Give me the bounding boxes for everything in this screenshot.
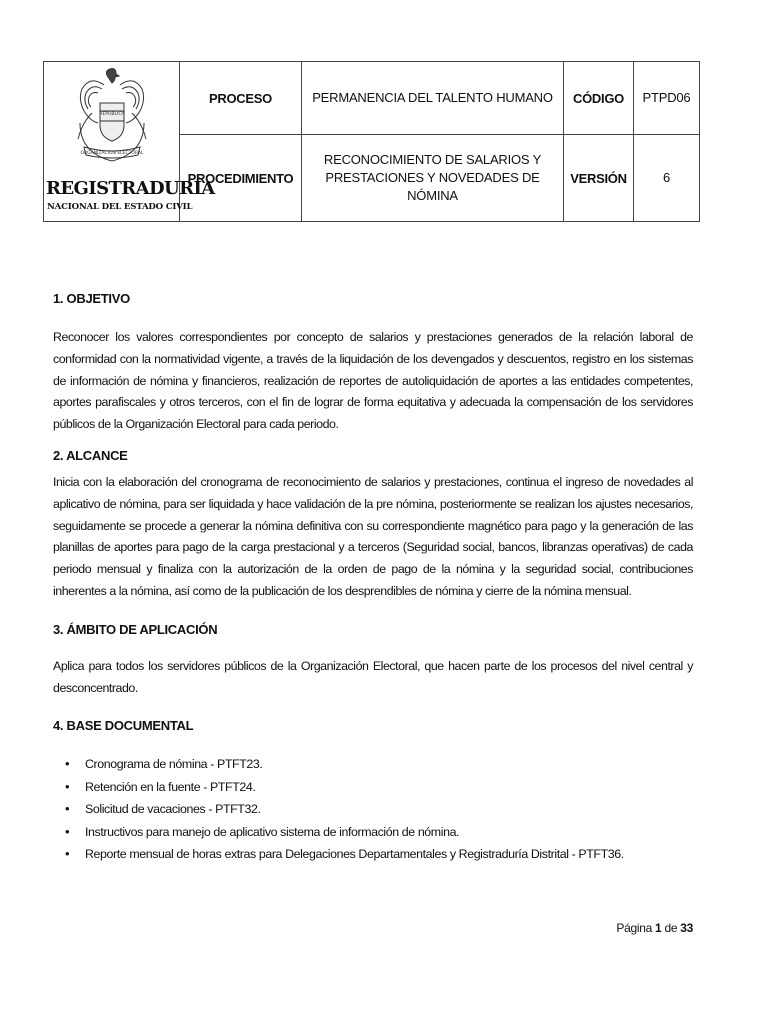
base-documental-list <box>53 753 693 866</box>
of-word: de <box>664 921 678 935</box>
svg-text:REPÚBLICA: REPÚBLICA <box>99 111 125 117</box>
procedure-value <box>302 135 564 222</box>
logo-cell <box>44 62 215 222</box>
document-header-table <box>43 61 700 222</box>
document-body <box>53 290 693 866</box>
list-item: • Retención en la fuente - PTFT24. <box>53 776 693 799</box>
version-label: VERSIÓN <box>564 135 634 222</box>
list-item: • Instructivos para manejo de aplicativo sistema de información de nómina. <box>53 821 693 844</box>
procedure-value-line1: RECONOCIMIENTO DE SALARIOS Y <box>323 152 542 167</box>
section-base-documental <box>53 717 693 866</box>
section-title: 2. ALCANCE <box>53 447 128 463</box>
page-footer <box>616 921 693 935</box>
list-item: • Reporte mensual de horas extras para Delegaciones Departamentales y Registraduría Distrital - PTFT36. <box>53 843 693 866</box>
registraduria-logo <box>44 63 215 221</box>
section-text: Reconocer los valores correspondientes por concepto de salarios y prestaciones generados de la relación laboral de conformidad con la normatividad vigente, a través de la liquidación de los devengados y descuentos, registro en los sistemas de información de nómina y financieros, realización de reportes de autoliquidación de aportes a las entidades competentes, aportes parafiscales y otros terceros, con el fin de lograr de forma equitativa y adecuada la compensación de los servidores públicos de la Organización Electoral para cada periodo. <box>53 330 693 432</box>
section-objetivo <box>53 290 693 436</box>
list-item: • Cronograma de nómina - PTFT23. <box>53 753 693 776</box>
total-pages: 33 <box>680 921 693 935</box>
section-title: 4. BASE DOCUMENTAL <box>53 718 194 734</box>
process-value: PERMANENCIA DEL TALENTO HUMANO <box>302 62 564 135</box>
procedure-label: PROCEDIMIENTO <box>180 135 302 222</box>
coat-of-arms-icon <box>44 63 180 175</box>
section-text: Inicia con la elaboración del cronograma de reconocimiento de salarios y prestaciones, continua el ingreso de novedades al aplicativo de nómina, para ser liquidada y hace validación de la pre nómina, posteriormente se realizan los ajustes necesarios, seguidamente se procede a generar la nómina definitiva con su correspondiente magnético para pago y la generación de las planillas de aportes para pago de la carga prestacional y a terceros (Seguridad social, bancos, libranzas operativas) de cada periodo mensual y finaliza con la autorización de la orden de pago de la nómina y la seguridad social, contribuciones inherentes a la nómina, así como de la publicación de los desprendibles de nómina y cierre de la nómina mensual. <box>53 474 693 598</box>
section-title: 3. ÁMBITO DE APLICACIÓN <box>53 621 218 637</box>
section-ambito <box>53 621 693 700</box>
svg-text:ORGANIZACIÓN ELECTORAL: ORGANIZACIÓN ELECTORAL <box>80 150 144 156</box>
process-label: PROCESO <box>180 62 302 135</box>
code-value: PTPD06 <box>634 62 700 135</box>
section-text: Aplica para todos los servidores públicos de la Organización Electoral, que hacen parte de los procesos del nivel central y desconcentrado. <box>53 658 693 695</box>
page-number: 1 <box>655 921 662 935</box>
section-alcance <box>53 447 693 603</box>
list-item: • Solicitud de vacaciones - PTFT32. <box>53 798 693 821</box>
page-word: Página <box>616 921 652 935</box>
org-subtitle: NACIONAL DEL ESTADO CIVIL <box>47 201 193 212</box>
code-label: CÓDIGO <box>564 62 634 135</box>
procedure-value-line2: PRESTACIONES Y NOVEDADES DE NÓMINA <box>325 170 540 203</box>
section-title: 1. OBJETIVO <box>53 291 130 306</box>
version-value: 6 <box>634 135 700 222</box>
org-name: REGISTRADURÍA <box>46 177 215 199</box>
